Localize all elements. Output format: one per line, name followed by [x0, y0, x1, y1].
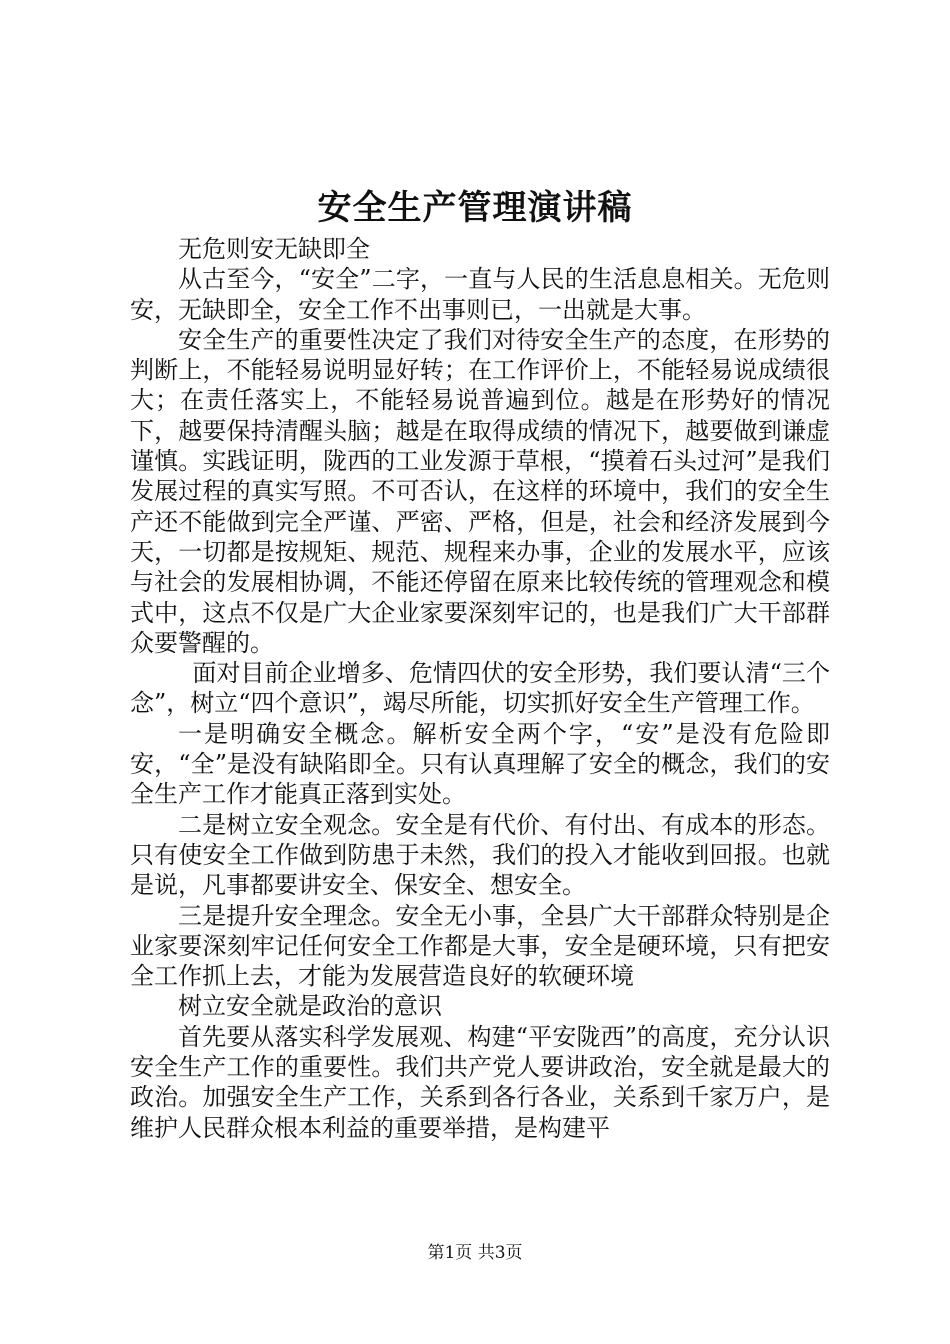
page-number-footer: 第1页 共3页: [427, 1243, 523, 1263]
paragraph: 首先要从落实科学发展观、构建“平安陇西”的高度，充分认识安全生产工作的重要性。我们共产党人要讲政治，安全就是最大的政治。加强安全生产工作，关系到各行各业，关系到千家万户，是维护人民群众根本利益的重要举措，是构建平: [130, 1022, 830, 1142]
document-body: [130, 234, 830, 1143]
document-title: 安全生产管理演讲稿: [317, 188, 633, 228]
paragraph: 一是明确安全概念。解析安全两个字，“安”是没有危险即安，“全”是没有缺陷即全。只有认真理解了安全的概念，我们的安全生产工作才能真正落到实处。: [130, 719, 830, 809]
section-heading: 树立安全就是政治的意识: [178, 992, 442, 1021]
paragraph: 三是提升安全理念。安全无小事，全县广大干部群众特别是企业家要深刻牢记任何安全工作都是大事，安全是硬环境，只有把安全工作抓上去，才能为发展营造良好的软硬环境: [130, 901, 830, 991]
paragraph: 二是树立安全观念。安全是有代价、有付出、有成本的形态。只有使安全工作做到防患于未然，我们的投入才能收到回报。也就是说，凡事都要讲安全、保安全、想安全。: [130, 810, 830, 900]
paragraph: 安全生产的重要性决定了我们对待安全生产的态度，在形势的判断上，不能轻易说明显好转；在工作评价上，不能轻易说成绩很大；在责任落实上，不能轻易说普遍到位。越是在形势好的情况下，越要保持清醒头脑；越是在取得成绩的情况下，越要做到谦虚谨慎。实践证明，陇西的工业发源于草根，“摸着石头过河”是我们发展过程的真实写照。不可否认，在这样的环境中，我们的安全生产还不能做到完全严谨、严密、严格，但是，社会和经济发展到今天，一切都是按规矩、规范、规程来办事，企业的发展水平，应该与社会的发展相协调，不能还停留在原来比较传统的管理观念和模式中，这点不仅是广大企业家要深刻牢记的，也是我们广大干部群众要警醒的。: [130, 325, 830, 657]
paragraph: 从古至今，“安全”二字，一直与人民的生活息息相关。无危则安，无缺即全，安全工作不出事则已，一出就是大事。: [130, 265, 830, 324]
section-heading: 无危则安无缺即全: [178, 235, 370, 263]
paragraph: 面对目前企业增多、危情四伏的安全形势，我们要认清“三个念”，树立“四个意识”，竭尽所能，切实抓好安全生产管理工作。: [130, 659, 830, 718]
